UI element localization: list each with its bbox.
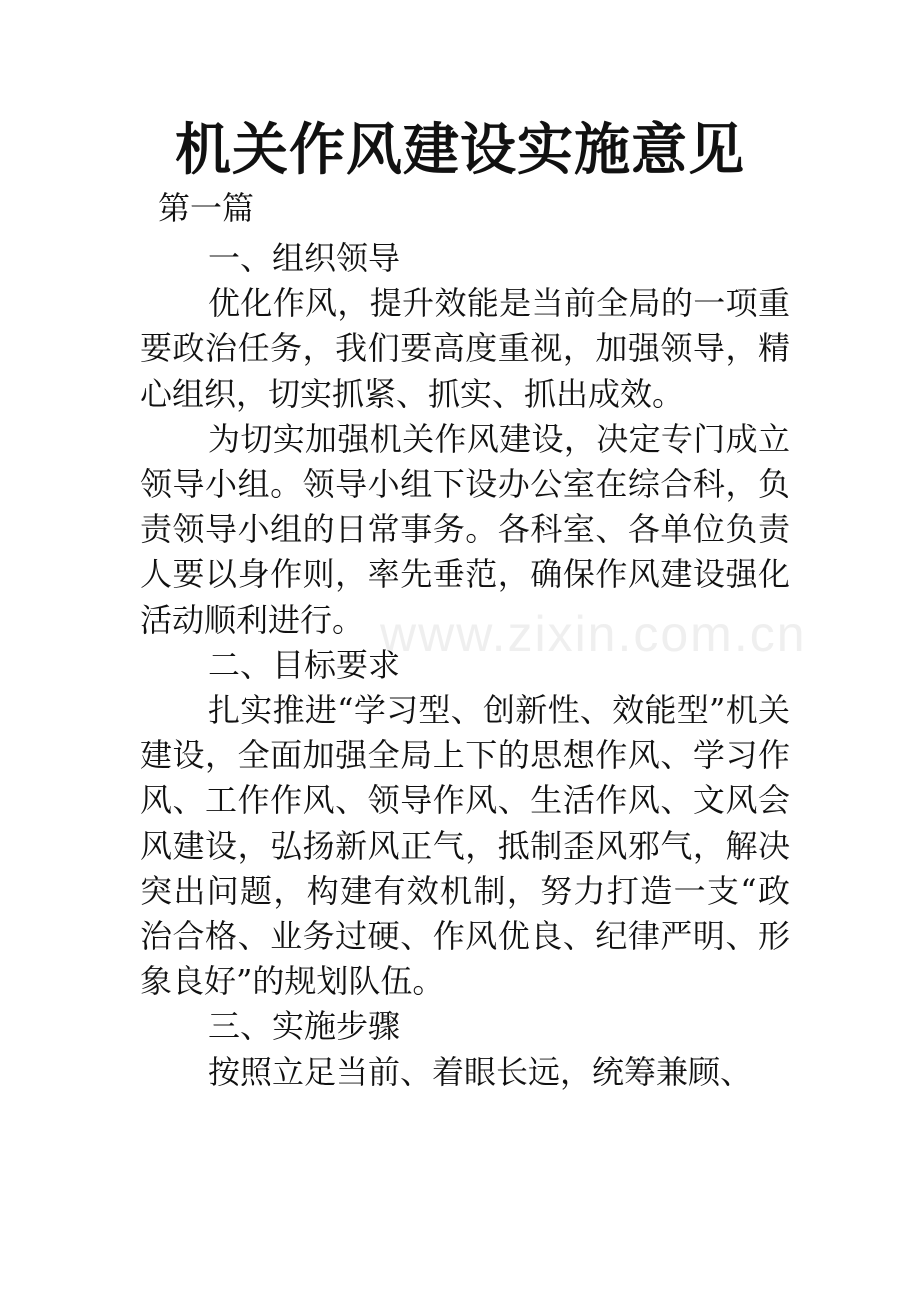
section-heading-goals: 二、目标要求 bbox=[208, 645, 401, 684]
paragraph: 优化作风，提升效能是当前全局的一项重要政治任务，我们要高度重视，加强领导，精心组织，切实抓紧、抓实、抓出成效。 bbox=[140, 284, 790, 413]
section-label: 第一篇 bbox=[158, 189, 255, 227]
document-title: 机关作风建设实施意见 bbox=[175, 117, 745, 183]
paragraph: 扎实推进“学习型、创新性、效能型”机关建设，全面加强全局上下的思想作风、学习作风、工作作风、领导作风、生活作风、文风会风建设，弘扬新风正气，抵制歪风邪气，解决突出问题，构建有效机制，努力打造一支“政治合格、业务过硬、作风优良、纪律严明、形象良好”的规划队伍。 bbox=[140, 691, 790, 1001]
paragraph: 为切实加强机关作风建设，决定专门成立领导小组。领导小组下设办公室在综合科，负责领导小组的日常事务。各科室、各单位负责人要以身作则，率先垂范，确保作风建设强化活动顺利进行。 bbox=[140, 419, 790, 639]
section-heading-steps: 三、实施步骤 bbox=[208, 1007, 401, 1046]
paragraph: 按照立足当前、着眼长远，统筹兼顾、 bbox=[208, 1052, 753, 1091]
document-body bbox=[140, 236, 790, 1095]
watermark: www.zixin.com.cn bbox=[380, 606, 807, 662]
section-heading-organization: 一、组织领导 bbox=[208, 239, 401, 277]
